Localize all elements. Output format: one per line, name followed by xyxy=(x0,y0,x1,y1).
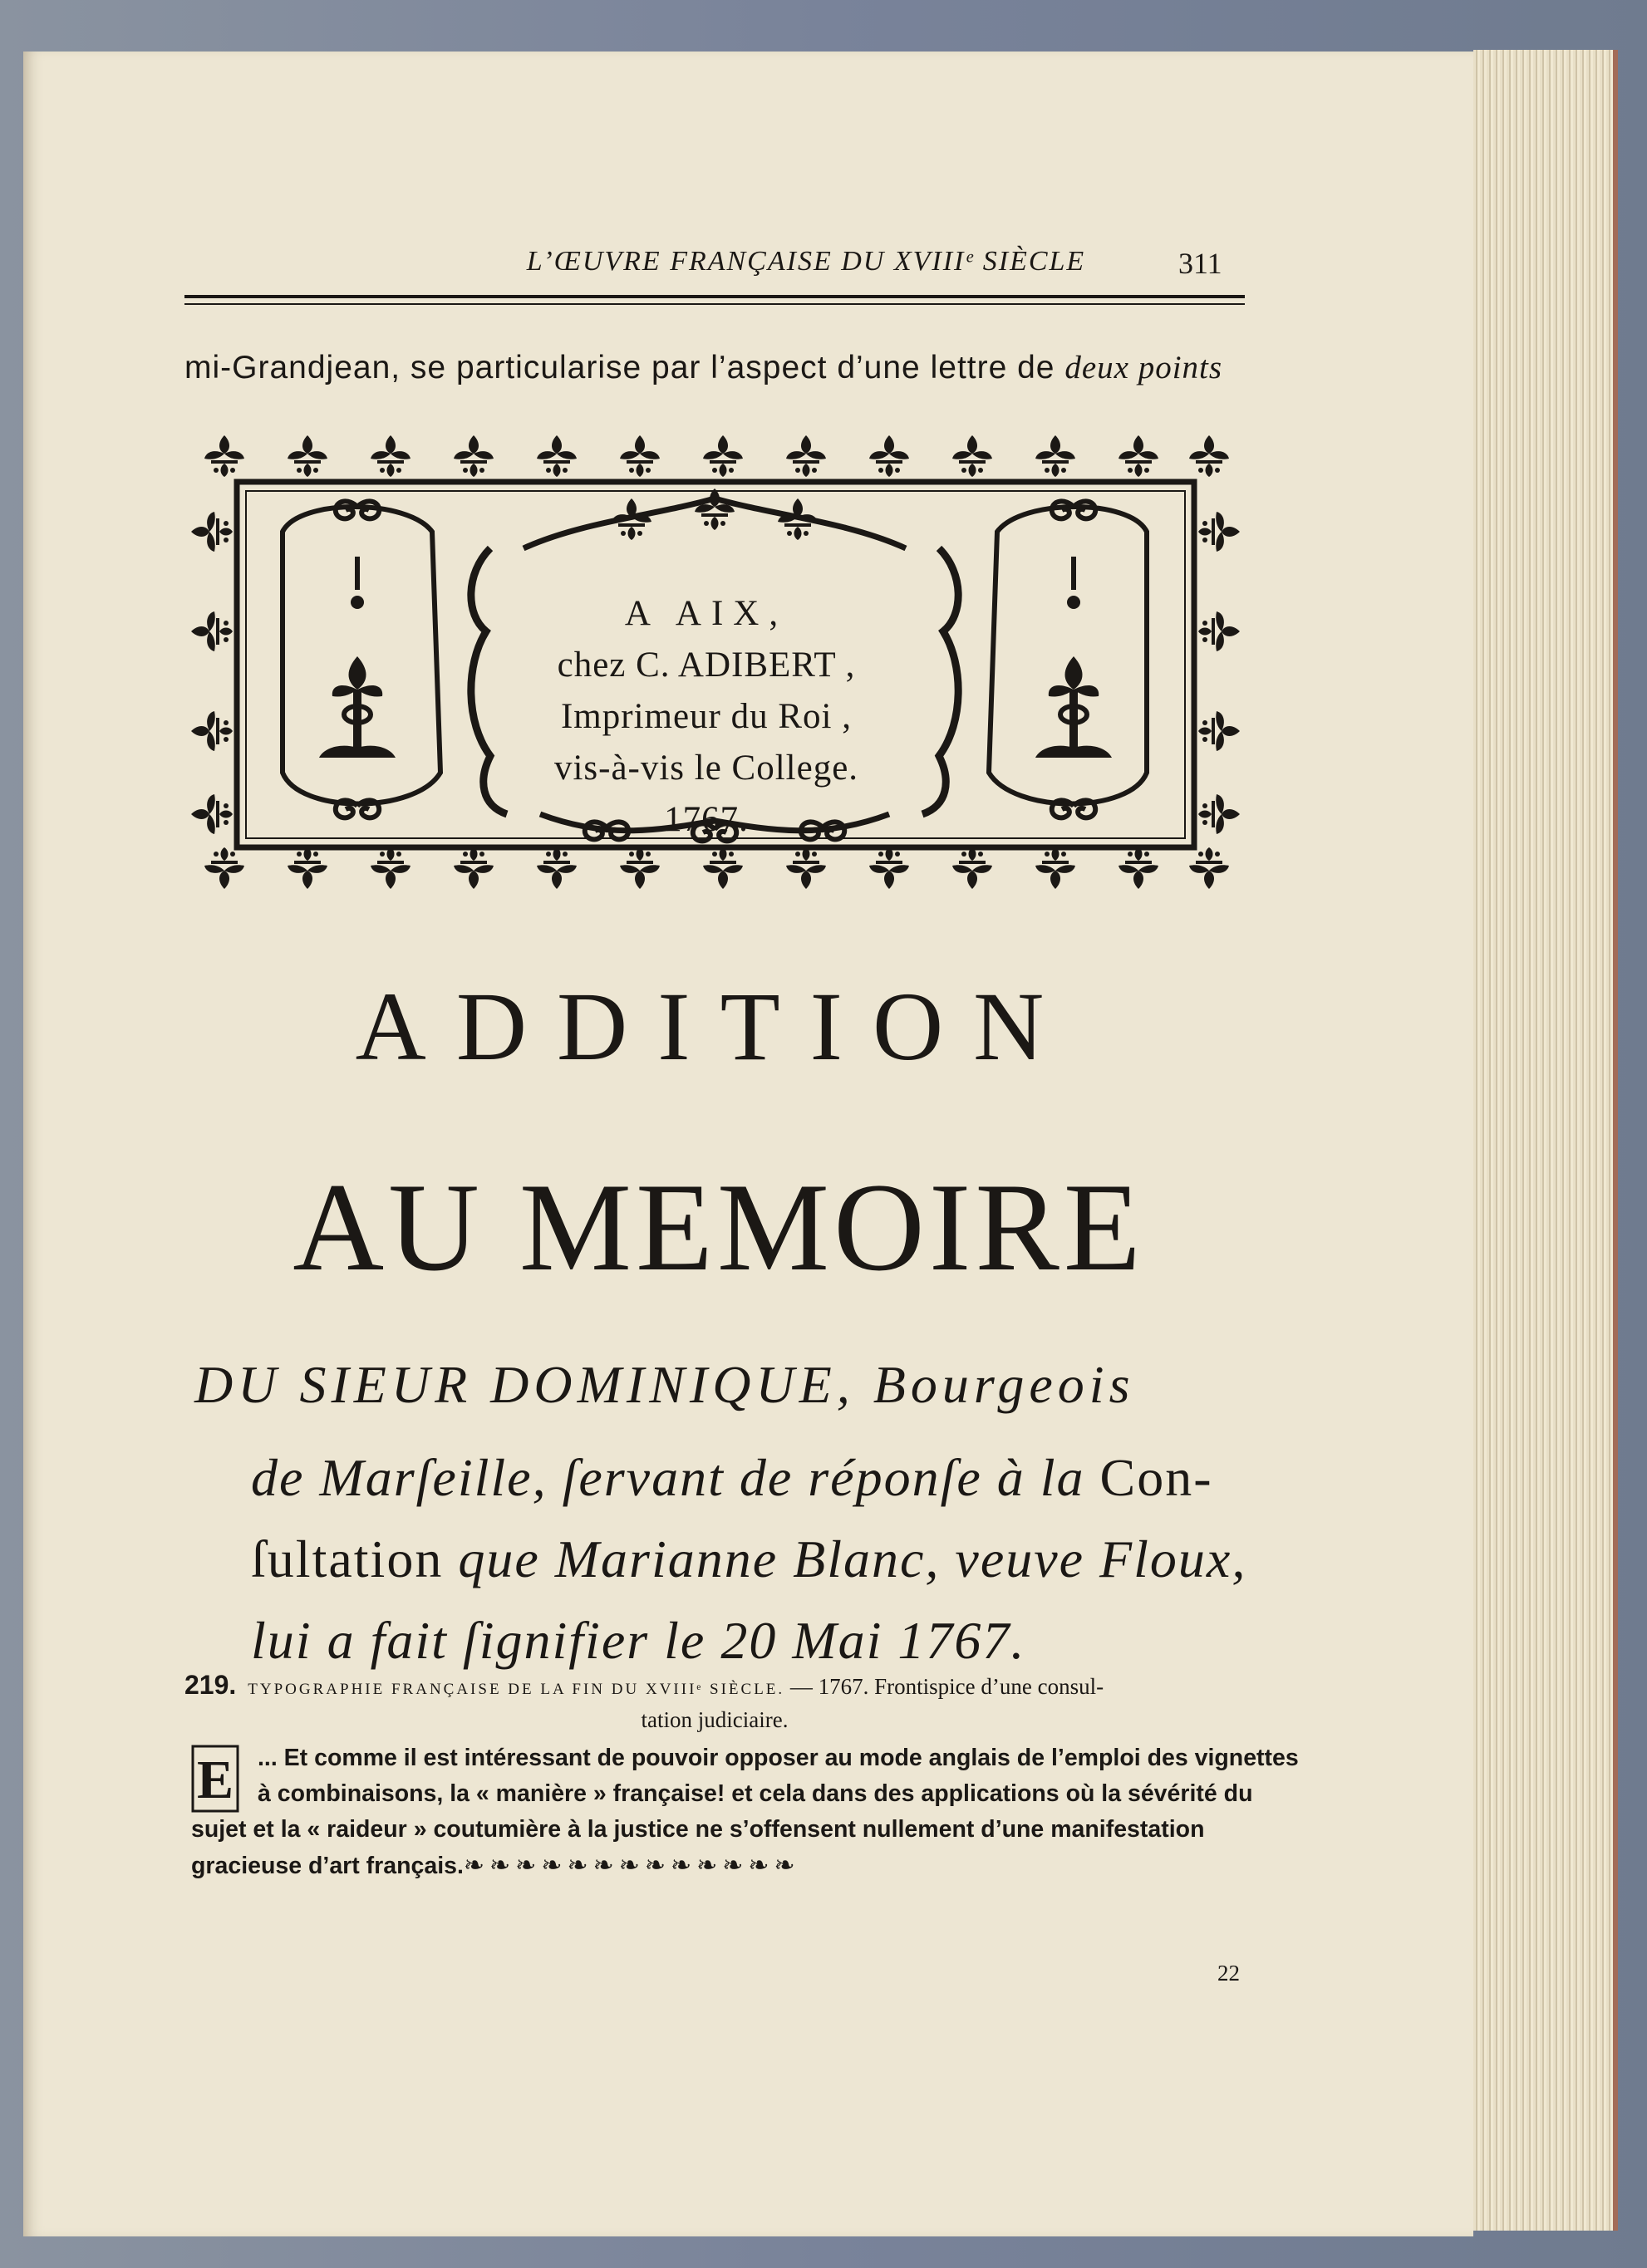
intro-line xyxy=(184,349,1245,386)
imprint-printer: chez C. ADIBERT , xyxy=(557,646,856,685)
caption-smallcaps: TYPOGRAPHIE FRANÇAISE DE LA FIN DU XVIIIᵉ SIÈCLE. xyxy=(248,1681,785,1698)
caption-number: 219. xyxy=(184,1670,237,1700)
imprint-title: Imprimeur du Roi , xyxy=(560,697,852,736)
title-memoire: AU MEMOIRE xyxy=(293,1157,1145,1297)
signature-mark: 22 xyxy=(1217,1961,1240,1986)
subtitle-line-3-text: que Marianne Blanc, veuve Floux, xyxy=(443,1529,1247,1588)
body-paragraph xyxy=(191,1740,1299,1884)
subtitle-line-1 xyxy=(194,1354,1134,1416)
imprint-address: vis-à-vis le College. xyxy=(553,749,859,788)
body-line-text: gracieuse d’art français. xyxy=(191,1853,464,1879)
subtitle-line-2-roman: Con- xyxy=(1099,1448,1213,1507)
title-addition: ADDITION xyxy=(355,972,1074,1081)
body-line: sujet et la « raideur » coutumière à la justice ne s’offensent nullement d’une manifestation xyxy=(191,1816,1205,1843)
page-number: 311 xyxy=(1178,247,1222,280)
running-head: L’ŒUVRE FRANÇAISE DU XVIIIᵉ SIÈCLE xyxy=(526,246,1086,277)
subtitle-line-3-roman: ſultation xyxy=(251,1529,444,1588)
imprint-block xyxy=(490,588,922,846)
imprint-city: A AIX, xyxy=(624,594,789,633)
subtitle-line-1-rest: , Bourgeois xyxy=(836,1355,1135,1414)
caption-continuation: tation judiciaire. xyxy=(641,1707,789,1732)
header-rule-thick xyxy=(184,295,1245,298)
header-rule-thin xyxy=(184,303,1245,305)
page-fore-edge xyxy=(1473,50,1618,2231)
body-line: ... Et comme il est intéressant de pouvoir opposer au mode anglais de l’emploi des vignettes xyxy=(258,1745,1299,1771)
intro-text: mi-Grandjean, se particularise par l’aspect d’une lettre de xyxy=(184,350,1065,385)
body-line: à combinaisons, la « manière » française! et cela dans des applications où la sévérité du xyxy=(258,1780,1253,1807)
subtitle-line-2-text: de Marſeille, ſervant de réponſe à la xyxy=(251,1448,1100,1507)
subtitle-line-1-name: DU SIEUR DOMINIQUE xyxy=(194,1355,837,1414)
subtitle-line-2 xyxy=(251,1447,1213,1509)
subtitle-line-4: lui a fait ſignifier le 20 Mai 1767. xyxy=(251,1611,1026,1670)
imprint-year: 1767. xyxy=(664,800,749,839)
caption-rest: — 1767. Frontispice d’une consul- xyxy=(784,1674,1104,1699)
subtitle-line-3 xyxy=(251,1529,1246,1590)
drop-cap-letter: E xyxy=(196,1750,234,1810)
body-line-last xyxy=(191,1848,1255,1884)
figure-caption xyxy=(184,1670,1265,1735)
intro-italic: deux points xyxy=(1064,350,1223,385)
fleuron-row: ❧❧❧❧❧❧❧❧❧❧❧❧❧ xyxy=(463,1851,800,1880)
